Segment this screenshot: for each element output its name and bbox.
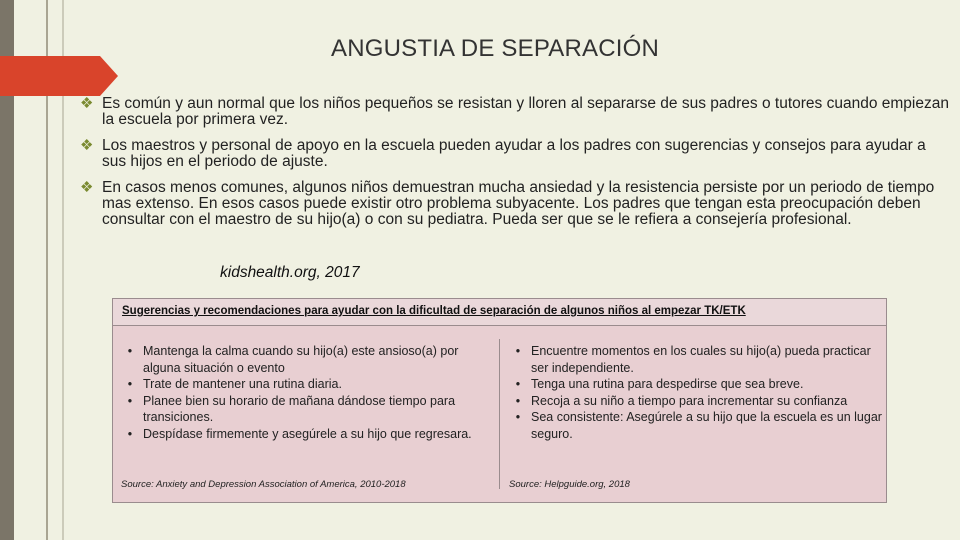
slide-title: ANGUSTIA DE SEPARACIÓN [330, 35, 660, 62]
bullet-text: Es común y aun normal que los niños pequeños se resistan y lloren al separarse de sus padres o tutores cuando empiezan la escuela por primera vez. [102, 95, 949, 128]
bullet-text: En casos menos comunes, algunos niños demuestran mucha ansiedad y la resistencia persiste por un periodo de tiempo mas extenso. En esos casos puede existir otro problema subyacente. Los padres que tengan esta preocupación deben consultar con el maestro de su hijo(a) o con su pediatra. Pueda ser que se le refiera a consejería profesional. [102, 179, 935, 228]
list-item-text: Sea consistente: Asegúrele a su hijo que la escuela es un lugar seguro. [531, 410, 882, 441]
list-item [117, 343, 499, 376]
bullet-dot-icon: • [127, 393, 133, 408]
list-item [505, 393, 883, 410]
diamond-clover-bullet-icon: ❖ [80, 179, 94, 196]
bullet-item [80, 96, 950, 128]
list-item [505, 343, 883, 376]
source-right: Source: Helpguide.org, 2018 [509, 479, 630, 490]
list-item-text: Tenga una rutina para despedirse que sea breve. [531, 377, 804, 391]
list-item [117, 376, 499, 393]
bullet-dot-icon: • [515, 377, 521, 391]
source-left: Source: Anxiety and Depression Association of America, 2010-2018 [121, 479, 406, 490]
tips-list-left [117, 343, 499, 442]
list-item [117, 393, 499, 426]
bullet-dot-icon: • [515, 410, 521, 424]
diamond-clover-bullet-icon: ❖ [80, 137, 94, 154]
table-header: Sugerencias y recomendaciones para ayudar con la dificultad de separación de algunos niños al empezar TK/ETK [113, 299, 886, 326]
tips-table [112, 298, 887, 503]
table-column-left [117, 343, 499, 442]
list-item-text: Encuentre momentos en los cuales su hijo(a) pueda practicar ser independiente. [531, 344, 871, 375]
list-item-text: Mantenga la calma cuando su hijo(a) este ansioso(a) por alguna situación o evento [143, 344, 459, 375]
diamond-clover-bullet-icon: ❖ [80, 95, 94, 112]
bullet-list [80, 96, 950, 238]
list-item [505, 409, 883, 442]
bullet-item [80, 138, 950, 170]
bullet-item [80, 180, 950, 228]
bullet-text: Los maestros y personal de apoyo en la escuela pueden ayudar a los padres con sugerencias y consejos para ayudar a sus hijos en el periodo de ajuste. [102, 137, 926, 170]
list-item-text: Recoja a su niño a tiempo para incrementar su confianza [531, 393, 848, 408]
citation: kidshealth.org, 2017 [220, 264, 360, 281]
list-item [505, 376, 883, 393]
tips-list-right [505, 343, 883, 442]
list-item-text: Despídase firmemente y asegúrele a su hijo que regresara. [143, 426, 472, 441]
bullet-dot-icon: • [515, 393, 521, 408]
list-item-text: Trate de mantener una rutina diaria. [143, 377, 342, 391]
bullet-dot-icon: • [515, 344, 521, 358]
bullet-dot-icon: • [127, 377, 133, 391]
list-item [117, 426, 499, 443]
list-item-text: Planee bien su horario de mañana dándose tiempo para transiciones. [143, 393, 456, 424]
column-divider [499, 339, 500, 489]
table-column-right [505, 343, 883, 442]
bullet-dot-icon: • [127, 426, 133, 441]
bullet-dot-icon: • [127, 344, 133, 358]
